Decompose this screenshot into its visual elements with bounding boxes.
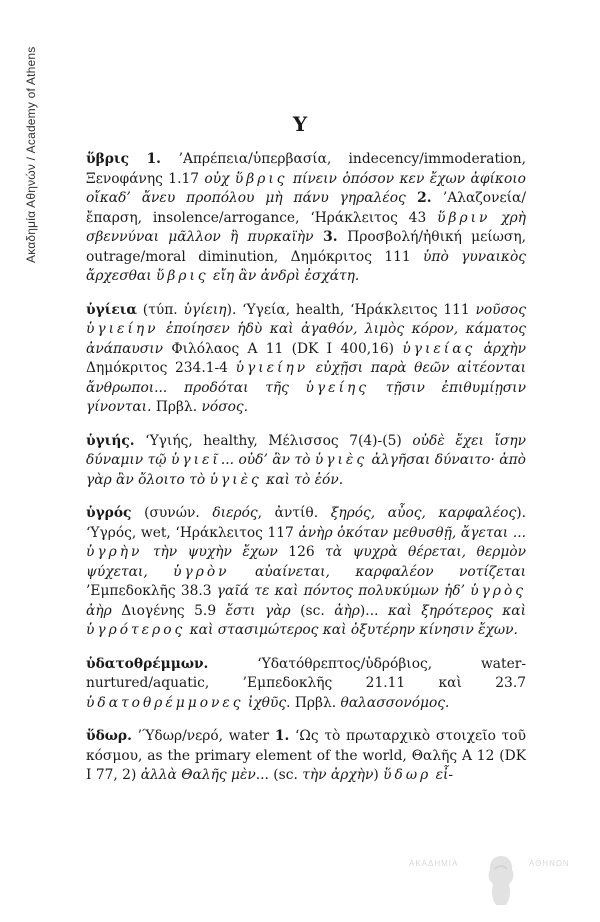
greek-quotation: οὐχ: [204, 170, 235, 187]
entry-text: . Πρβλ.: [286, 694, 341, 711]
emphasized-term: ὕβριν: [437, 209, 491, 226]
greek-quotation: οὐδὲ ἔχει ἴσην δύναμιν τῷ: [86, 432, 526, 468]
greek-quotation: θαλασσονόμος.: [340, 694, 450, 711]
watermark-left-text: ΑΚΑΔΗΜΙΑ: [409, 859, 459, 868]
emphasized-term: ὕβρις: [156, 268, 209, 284]
athena-head-emblem-icon: [483, 853, 519, 911]
greek-quotation: ἰχθῦς: [243, 694, 287, 711]
sense-number: 2.: [405, 190, 443, 206]
section-letter: Υ: [292, 112, 308, 136]
entry-text: ): [373, 767, 384, 783]
greek-quotation: γαῖά τε καὶ πόντος πολυκύμων ἠδ’: [216, 583, 471, 599]
entry-text: )...: [359, 602, 388, 619]
greek-quotation: τὰ ψυχρὰ θέρεται, θερμὸν ψύχεται,: [86, 544, 526, 580]
greek-quotation: ἔστι γὰρ: [225, 602, 291, 619]
entry-lemma: ὑδατοθρέμμων.: [86, 655, 209, 672]
entry-text: Προσβολή/ἠθική μείωση, outrage/moral diminution, Δημόκριτος 111: [86, 229, 526, 265]
dictionary-entry: [86, 301, 526, 418]
greek-quotation: εἴη ἂν ἀνδρὶ ἐσχάτη.: [208, 268, 360, 284]
entry-text: ). ‘Υγρός, wet, ‘Ηράκλειτος 117: [86, 505, 526, 541]
greek-quotation: καὶ τὸ ἐόν.: [261, 471, 344, 488]
entry-text: Δημόκριτος 234.1-4: [86, 360, 236, 376]
entry-lemma: ὕβρις: [86, 151, 129, 167]
greek-quotation: νοῦσος: [475, 301, 526, 318]
entry-text: (sc.: [290, 602, 335, 619]
entry-text: ‘Ως τὸ πρωταρχικὸ στοιχεῖο τοῦ κόσμου, as the primary element of the world, Θαλῆς A 12 (DK I 77, 2): [86, 728, 526, 783]
dictionary-entry: [86, 655, 526, 714]
greek-quotation: καὶ ξηρότερος καὶ: [387, 602, 526, 619]
dictionary-entry: [86, 504, 526, 641]
greek-quotation: ὑγίειη: [183, 301, 227, 318]
greek-quotation: εἶ-: [431, 767, 454, 783]
emphasized-term: ὑδατοθρέμμονες: [86, 694, 244, 711]
emphasized-term: ὑγρὴν: [86, 544, 143, 560]
dictionary-entry: [86, 432, 526, 491]
dictionary-entries: [86, 150, 526, 800]
entry-text: ... (sc.: [255, 767, 303, 783]
greek-quotation: ὑπὸ γυναικὸς ἄρχεσθαι: [86, 248, 526, 284]
entry-text: (συνών.: [131, 505, 213, 521]
entry-text: ‘Υγιής, healthy, Μέλισσος 7(4)-(5): [134, 432, 413, 449]
entry-lemma: ὕδωρ.: [86, 728, 132, 744]
greek-quotation: εὐχῇσι παρὰ θεῶν αἰτέονται ἄνθρωποι... προδόται τῆς: [86, 360, 526, 396]
greek-quotation: τὴν ἀρχὴν: [302, 767, 374, 783]
emphasized-term: ὑγρότερος: [86, 622, 186, 638]
greek-quotation: ἀλγῆσαι δύναιτο· ἀπὸ γὰρ ἂν ὄλοιτο τὸ: [86, 452, 526, 488]
entry-text: ’Απρέπεια/ὑπερβασία, indecency/immoderation, Ξενοφάνης 1.17: [86, 151, 527, 187]
sense-number: 3.: [313, 229, 348, 245]
entry-text: (τύπ.: [137, 301, 184, 318]
emphasized-term: ὑγιὲς: [314, 452, 368, 468]
side-note-academy: Ακαδημία Αθηνών / Academy of Athens: [24, 46, 38, 264]
sense-number: 1.: [274, 728, 290, 744]
greek-quotation: ... οὐδ’ ἂν τὸ: [220, 452, 315, 468]
greek-quotation: ἀλλὰ Θαλῆς μὲν: [140, 767, 256, 783]
entry-text: , ἀντίθ.: [257, 505, 331, 521]
greek-quotation: διερός: [212, 505, 258, 521]
greek-quotation: ἀνὴρ ὁκόταν μεθυσθῇ, ἄγεται ...: [298, 524, 526, 541]
emphasized-term: ὑγείης: [305, 379, 369, 396]
greek-quotation: τῇσιν ἐπιθυμίῃσιν γίνονται.: [86, 379, 526, 415]
emphasized-term: ὑγρὸν: [173, 563, 230, 580]
entry-text: ‘Υδατόθρεπτος/ὑδρόβιος, water-nurtured/aquatic, ’Εμπεδοκλῆς 21.11 καὶ 23.7: [86, 655, 526, 691]
entry-text: 126: [277, 544, 326, 560]
emphasized-term: ὑγιείην: [86, 321, 159, 337]
entry-text: ’Αλαζονεία/ἔπαρση, insolence/arrogance, ‘Ηράκλειτος 43: [86, 190, 526, 226]
emphasized-term: ὑγρὸς: [470, 583, 526, 599]
greek-quotation: τὴν ψυχὴν ἔχων: [142, 544, 278, 560]
entry-text: ’Εμπεδοκλῆς 38.3: [86, 583, 217, 599]
greek-quotation: αὐαίνεται, καρφαλέον νοτίζεται: [229, 563, 526, 580]
greek-quotation: καὶ στασιμώτερος καὶ ὀξυτέρην κίνησιν ἔχων.: [185, 622, 518, 638]
entry-lemma: ὑγιής.: [86, 432, 135, 449]
greek-quotation: ἐποίησεν ἡδὺ καὶ ἀγαθόν, λιμὸς κόρον, κάματος ἀνάπαυσιν: [86, 321, 526, 357]
greek-quotation: ἀὴρ: [86, 602, 112, 619]
entry-lemma: ὑγίεια: [86, 301, 138, 318]
watermark-right-text: ΑΘΗΝΩΝ: [529, 859, 570, 868]
greek-quotation: χρὴ σβεννύναι μᾶλλον ἢ πυρκαϊὴν: [86, 209, 527, 245]
emphasized-term: ὑγιὲς: [209, 471, 262, 488]
greek-quotation: ἀὴρ: [334, 602, 360, 619]
emphasized-term: ὕβρις: [234, 170, 288, 187]
entry-text: ’Ύδωρ/νερό, water: [131, 728, 275, 744]
emphasized-term: ὕδωρ: [383, 767, 432, 783]
greek-quotation: ξηρός, αὖος, καρφαλέος: [330, 505, 517, 521]
emphasized-term: ὑγιείην: [235, 360, 309, 376]
emphasized-term: ὑγιεῖ: [170, 452, 221, 468]
dictionary-entry: [86, 150, 526, 287]
watermark: [405, 853, 595, 913]
greek-quotation: νόσος.: [201, 399, 249, 415]
sense-number: 1.: [129, 151, 179, 167]
entry-text: Φιλόλαος A 11 (DK I 400,16): [163, 340, 403, 357]
entry-text: Πρβλ.: [151, 399, 202, 415]
greek-quotation: ἀρχὴν: [475, 340, 527, 357]
greek-quotation: πίνειν ὁπόσον κεν ἔχων ἀφίκοιο οἴκαδ’ ἄνευ προπόλου μὴ πάνυ γηραλέος: [86, 170, 526, 206]
entry-text: ). ‘Υγεία, health, ‘Ηράκλειτος 111: [226, 301, 476, 318]
dictionary-entry: [86, 727, 526, 786]
emphasized-term: ὑγιείας: [402, 340, 476, 357]
entry-lemma: ὑγρός: [86, 505, 132, 521]
entry-text: Διογένης 5.9: [111, 602, 226, 619]
